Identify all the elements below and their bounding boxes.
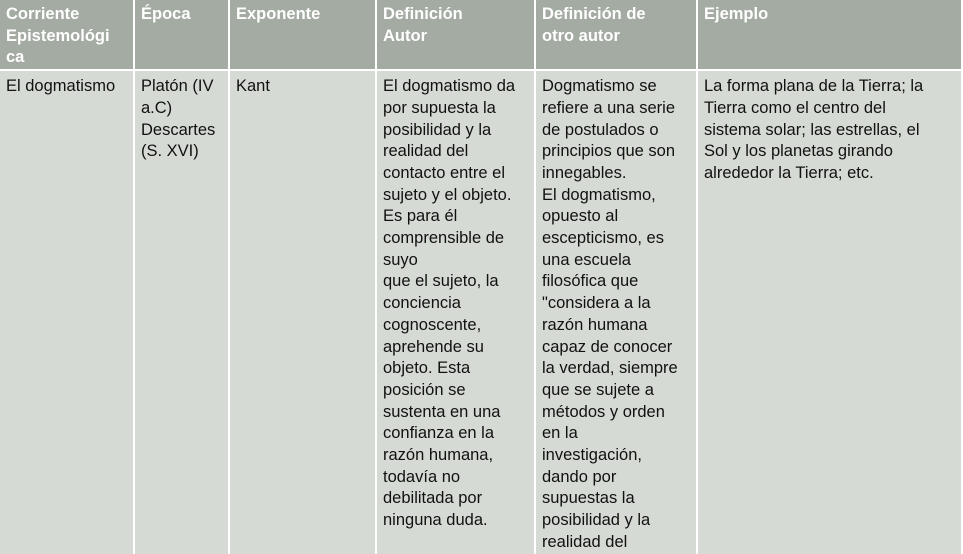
table-row <box>0 70 962 553</box>
cell-epoca: Platón (IV a.C) Descartes (S. XVI) <box>134 70 229 553</box>
header-definicion-otro-autor: Definición de otro autor <box>535 0 697 70</box>
header-definicion-autor: Definición Autor <box>376 0 535 70</box>
header-corriente: Corriente Epistemológi ca <box>0 0 134 70</box>
cell-definicion-otro-autor: Dogmatismo se refiere a una serie de postulados o principios que son innegables. El dogmatismo, opuesto al escepticismo, es una escuela filosófica que "considera a la razón humana capaz de conocer la verdad, siempre que se sujete a métodos y orden en la investigación, dando por supuestas la posibilidad y la realidad del <box>535 70 697 553</box>
header-exponente: Exponente <box>229 0 376 70</box>
cell-definicion-autor: El dogmatismo da por supuesta la posibilidad y la realidad del contacto entre el sujeto y el objeto. Es para él comprensible de suyo que el sujeto, la conciencia cognoscente, aprehende su objeto. Esta posición se sustenta en una confianza en la razón humana, todavía no debilitada por ninguna duda. <box>376 70 535 553</box>
cell-ejemplo: La forma plana de la Tierra; la Tierra como el centro del sistema solar; las estrellas, el Sol y los planetas girando alrededor la Tierra; etc. <box>697 70 962 553</box>
header-ejemplo: Ejemplo <box>697 0 962 70</box>
header-epoca: Época <box>134 0 229 70</box>
cell-corriente: El dogmatismo <box>0 70 134 553</box>
table-header-row <box>0 0 962 70</box>
cell-exponente: Kant <box>229 70 376 553</box>
